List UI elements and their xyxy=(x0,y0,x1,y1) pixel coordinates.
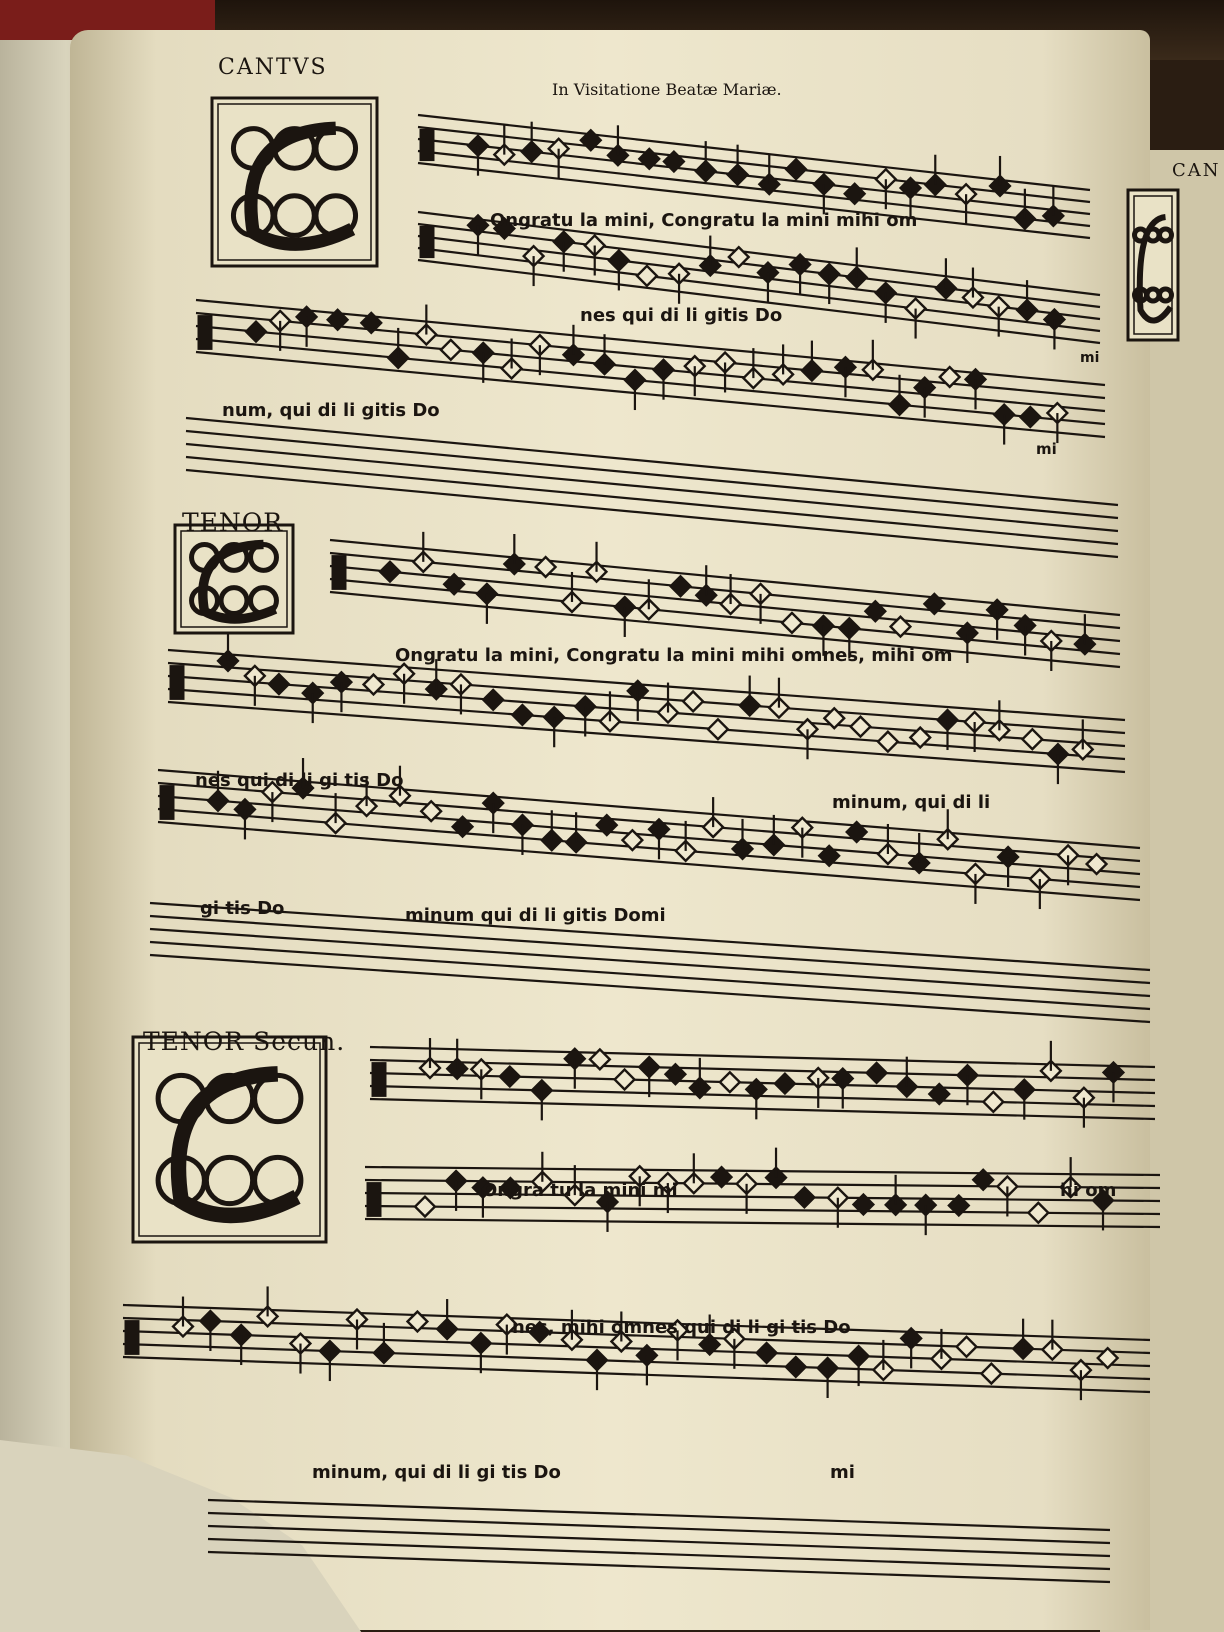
note-head xyxy=(983,1092,1003,1112)
staff-line xyxy=(186,470,1118,557)
staff-line xyxy=(150,916,1150,983)
initial-letter-c-ornament xyxy=(1128,190,1178,340)
note-head xyxy=(708,719,728,739)
staff-line xyxy=(418,115,1090,190)
staff-line xyxy=(158,796,1140,874)
staff-lines xyxy=(123,115,1160,1582)
lyric-line: mi xyxy=(1036,440,1057,458)
lyric-line: nes, mihi omnes qui di li gi tis Do xyxy=(512,1317,851,1338)
note-head xyxy=(671,576,691,596)
staff-line xyxy=(158,809,1140,887)
staff-line xyxy=(365,1167,1160,1175)
lyric-line: minum, qui di li xyxy=(832,792,991,813)
note-head xyxy=(786,159,806,179)
initial-letter-c-ornament xyxy=(212,98,377,266)
lyric-line: minum, qui di li gi tis Do xyxy=(312,1462,561,1483)
clef-mark xyxy=(420,226,434,257)
clef-mark xyxy=(160,786,174,820)
staff-line xyxy=(196,326,1105,411)
note-head xyxy=(981,1364,1001,1384)
lyric-line: Ongratu la mini, Congratu la mini mihi omnes, mihi om xyxy=(395,645,953,666)
clef-mark xyxy=(125,1321,139,1355)
lyric-line: hi om xyxy=(1060,1180,1117,1201)
initial-letter-c-ornament xyxy=(175,525,293,633)
staff-line xyxy=(150,942,1150,1009)
note-head xyxy=(1028,1203,1048,1223)
lyric-line: mi xyxy=(830,1462,855,1483)
note-head xyxy=(637,266,657,286)
staff-line xyxy=(208,1500,1110,1530)
page-title: In Visitatione Beatæ Mariæ. xyxy=(552,80,782,99)
staff-line xyxy=(150,955,1150,1022)
staff-line xyxy=(208,1552,1110,1582)
staff-line xyxy=(168,702,1125,772)
lyric-line: mi xyxy=(1080,350,1100,366)
staff-line xyxy=(418,224,1100,307)
initial-letter-c-ornament xyxy=(133,1037,326,1242)
note-head xyxy=(483,690,503,710)
note-head xyxy=(775,1074,795,1094)
staff-line xyxy=(186,418,1118,505)
lyric-line: gi tis Do xyxy=(200,898,285,919)
note-head xyxy=(851,717,871,737)
clef-mark xyxy=(367,1183,381,1217)
note-head xyxy=(794,1188,814,1208)
note-head xyxy=(269,674,289,694)
note-head xyxy=(786,1357,806,1377)
note-head xyxy=(500,1067,520,1087)
note-head xyxy=(1022,729,1042,749)
lyric-line: nes qui di li gi tis Do xyxy=(195,770,404,791)
note-head xyxy=(878,732,898,752)
staff-line xyxy=(196,352,1105,437)
lyric-line: Ongra tu la mini mi xyxy=(482,1180,678,1201)
staff-line xyxy=(150,929,1150,996)
voice-label-tenor-secundus: TENOR Secun. xyxy=(143,1027,346,1056)
note-head xyxy=(683,692,703,712)
lyric-line: Ongratu la mini, Congratu la mini mihi om xyxy=(490,210,918,231)
note-head xyxy=(441,340,461,360)
staff-line xyxy=(208,1526,1110,1556)
voice-label-tenor: TENOR xyxy=(182,508,284,537)
clef-mark xyxy=(420,129,434,160)
note-head xyxy=(380,562,400,582)
clef-mark xyxy=(332,556,346,590)
clef-mark xyxy=(372,1063,386,1097)
note-head xyxy=(782,613,802,633)
voice-header: CANTVS xyxy=(218,55,328,80)
note-head xyxy=(415,1197,435,1217)
staff-line xyxy=(208,1513,1110,1543)
note-head xyxy=(1020,407,1040,427)
note-head xyxy=(867,1063,887,1083)
clef-mark xyxy=(198,316,212,350)
staff-line xyxy=(186,444,1118,531)
staff-line xyxy=(186,431,1118,518)
clef-mark xyxy=(170,666,184,700)
staff-line xyxy=(418,139,1090,214)
staff-line xyxy=(418,127,1090,202)
staff-line xyxy=(186,457,1118,544)
note-head xyxy=(757,1343,777,1363)
lyric-line: nes qui di li gitis Do xyxy=(580,305,783,326)
facing-page-header: CAN xyxy=(1172,160,1221,181)
note-head xyxy=(720,1072,740,1092)
staff-line xyxy=(158,822,1140,900)
note-head xyxy=(246,322,266,342)
note-head xyxy=(615,1070,635,1090)
note-head xyxy=(957,1337,977,1357)
lyric-line: num, qui di li gitis Do xyxy=(222,400,440,421)
staff-line xyxy=(208,1539,1110,1569)
note-head xyxy=(512,705,532,725)
lyric-line: minum qui di li gitis Domi xyxy=(405,905,666,926)
